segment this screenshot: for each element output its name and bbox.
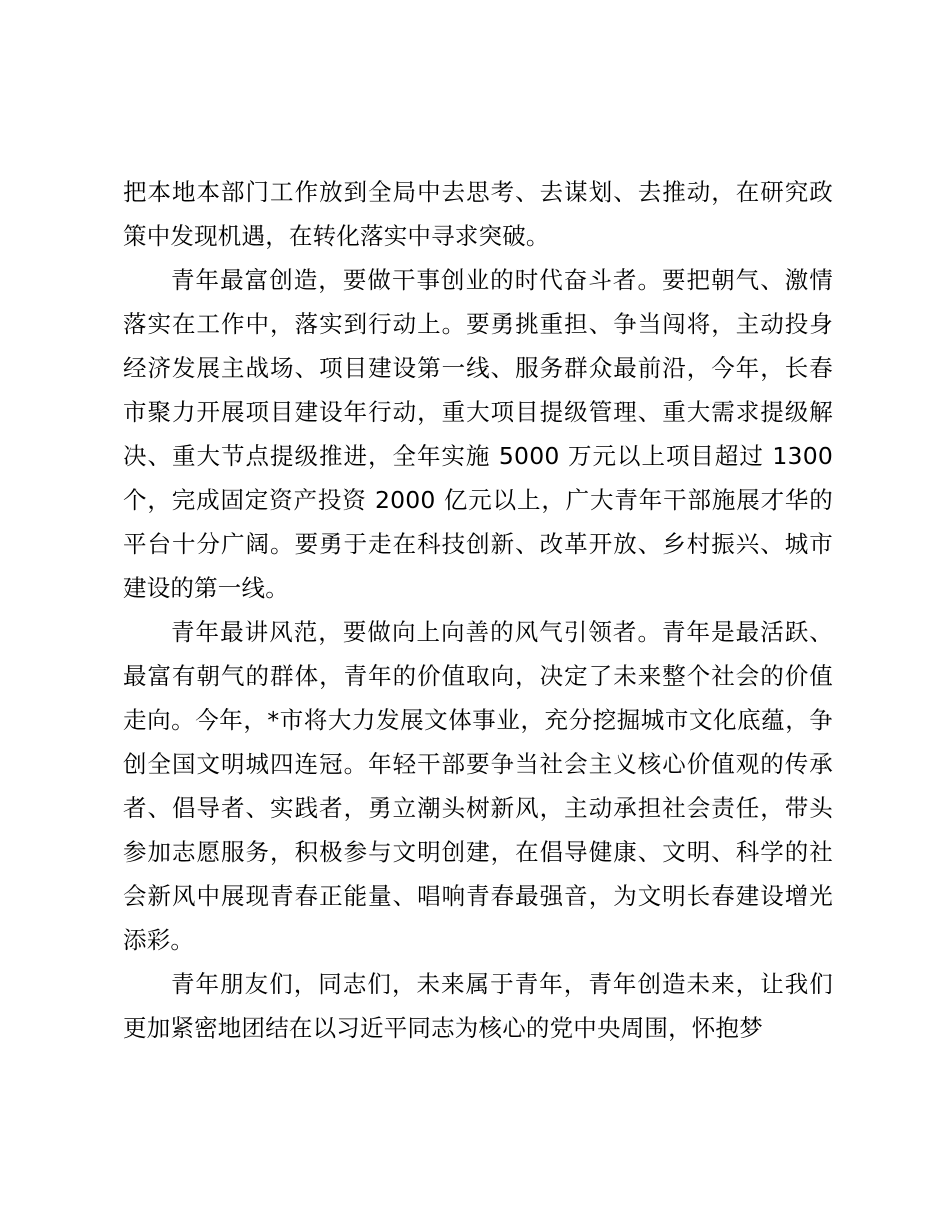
paragraph-continuation: 把本地本部门工作放到全局中去思考、去谋划、去推动，在研究政策中发现机遇，在转化落实中寻求突破。 (123, 178, 833, 250)
paragraph-creativity: 青年最富创造，要做干事创业的时代奋斗者。要把朝气、激情落实在工作中，落实到行动上。要勇挑重担、争当闯将，主动投身经济发展主战场、项目建设第一线、服务群众最前沿，今年，长春市聚力开展项目建设年行动，重大项目提级管理、重大需求提级解决、重大节点提级推进，全年实施 5000 万元以上项目超过 1300 个，完成固定资产投资 2000 亿元以上，广大青年干部施展才华的平台十分广阔。要勇于走在科技创新、改革开放、乡村振兴、城市建设的第一线。 (123, 266, 833, 602)
paragraph-demeanor: 青年最讲风范，要做向上向善的风气引领者。青年是最活跃、最富有朝气的群体，青年的价值取向，决定了未来整个社会的价值走向。今年，*市将大力发展文体事业，充分挖掘城市文化底蕴，争创全国文明城四连冠。年轻干部要争当社会主义核心价值观的传承者、倡导者、实践者，勇立潮头树新风，主动承担社会责任，带头参加志愿服务，积极参与文明创建，在倡导健康、文明、科学的社会新风中展现青春正能量、唱响青春最强音，为文明长春建设增光添彩。 (123, 618, 833, 954)
paragraph-closing: 青年朋友们，同志们，未来属于青年，青年创造未来，让我们更加紧密地团结在以习近平同志为核心的党中央周围，怀抱梦 (123, 970, 833, 1042)
document-body (123, 170, 833, 1050)
